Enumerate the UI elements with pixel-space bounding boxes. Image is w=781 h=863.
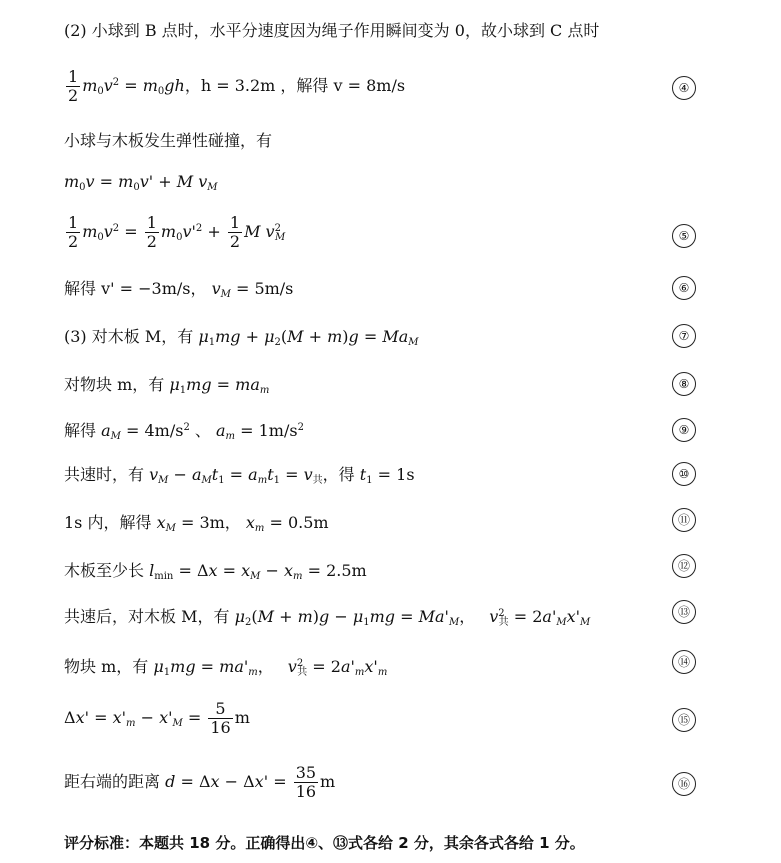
equation-number: ⑪ — [672, 508, 696, 532]
equation-number: ④ — [672, 76, 696, 100]
fraction-5-16: $\frac{5}{16}$ — [210, 699, 231, 737]
equation-number: ⑯ — [672, 772, 696, 796]
equation-number: ⑧ — [672, 372, 696, 396]
equation-number: ⑦ — [672, 324, 696, 348]
equation-number: ⑮ — [672, 708, 696, 732]
equation-number: ⑩ — [672, 462, 696, 486]
equation-number: ⑤ — [672, 224, 696, 248]
equation-number: ⑥ — [672, 276, 696, 300]
equation-number: ⑬ — [672, 600, 696, 624]
equation-number: ⑭ — [672, 650, 696, 674]
equation-number: ⑨ — [672, 418, 696, 442]
equation-energy: $\frac{1}{2}$ $m_0v^2 = m_0gh$，h = 3.2m ，解得 v = 8m/s — [68, 67, 406, 105]
equation-number: ⑫ — [672, 554, 696, 578]
text-line: (2) 小球到 B 点时，水平分速度因为绳子作用瞬间变为 0，故小球到 C 点时 — [64, 21, 600, 40]
fraction-35-16: $\frac{35}{16}$ — [295, 763, 317, 801]
fraction-half: $\frac{1}{2}$ — [68, 67, 79, 105]
